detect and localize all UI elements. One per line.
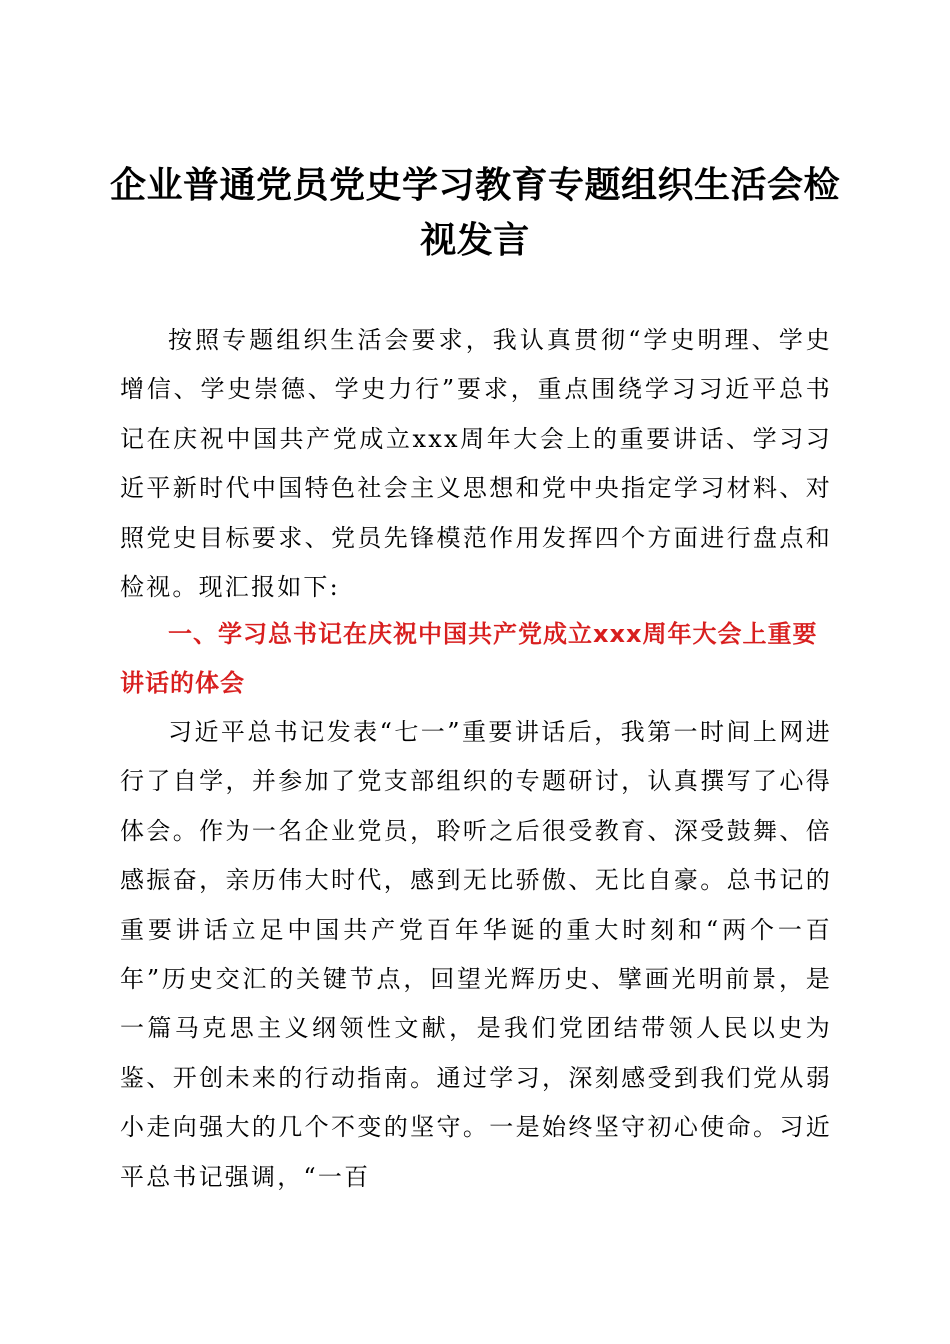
section-paragraph: 习近平总书记发表“七一”重要讲话后，我第一时间上网进行了自学，并参加了党支部组织的专题研讨，认真撰写了心得体会。作为一名企业党员，聆听之后很受教育、深受鼓舞、倍感振奋，亲历伟大时代，感到无比骄傲、无比自豪。总书记的重要讲话立足中国共产党百年华诞的重大时刻和“两个一百年”历史交汇的关键节点，回望光辉历史、擘画光明前景，是一篇马克思主义纲领性文献，是我们党团结带领人民以史为鉴、开创未来的行动指南。通过学习，深刻感受到我们党从弱小走向强大的几个不变的坚守。一是始终坚守初心使命。习近平总书记强调，“一百 [120,718,832,1191]
section-heading: 一、学习总书记在庆祝中国共产党成立xxx周年大会上重要讲话的体会 [120,620,818,697]
intro-paragraph: 按照专题组织生活会要求，我认真贯彻“学史明理、学史增信、学史崇德、学史力行”要求，重点围绕学习习近平总书记在庆祝中国共产党成立xxx周年大会上的重要讲话、学习习近平新时代中国特色社会主义思想和党中央指定学习材料、对照党史目标要求、党员先锋模范作用发挥四个方面进行盘点和检视。现汇报如下: [120,326,832,602]
document-title: 企业普通党员党史学习教育专题组织生活会检视发言 [109,164,840,261]
